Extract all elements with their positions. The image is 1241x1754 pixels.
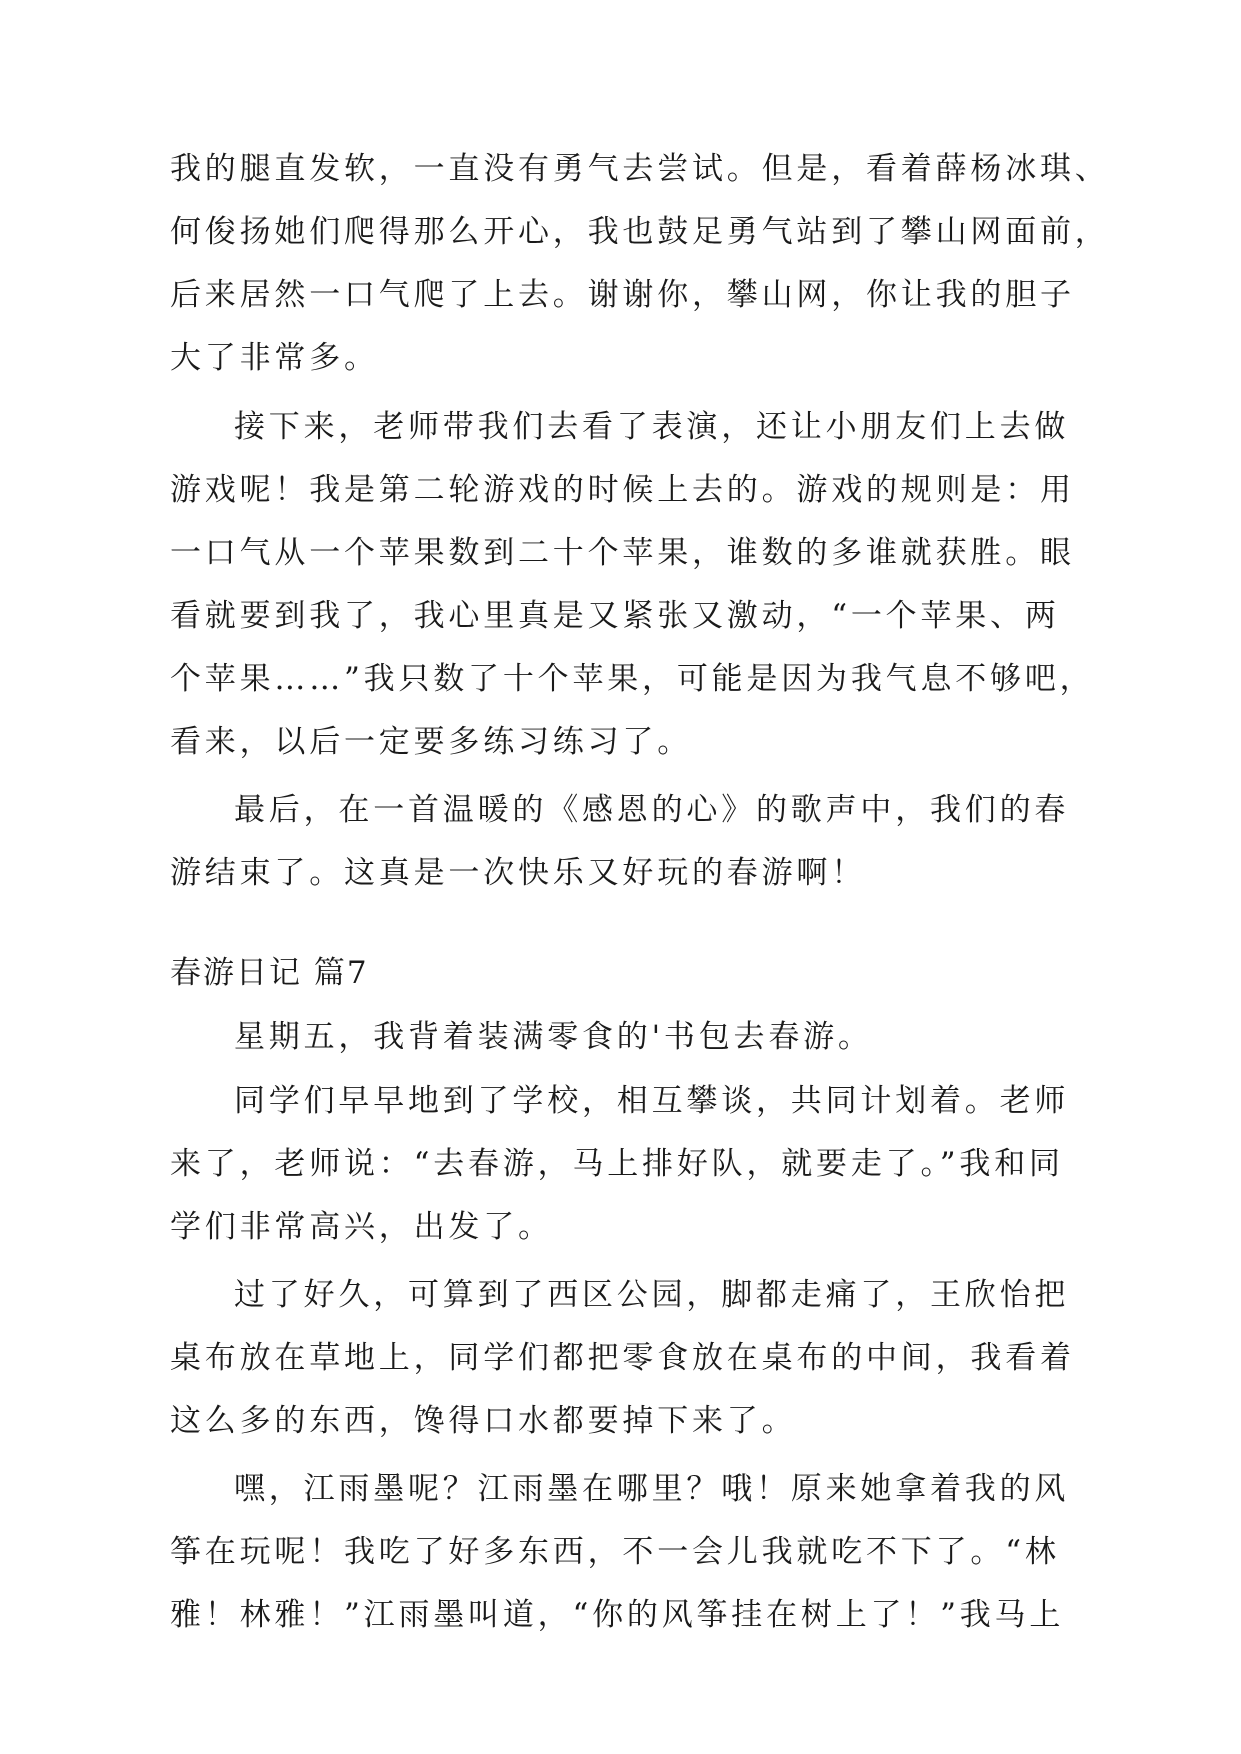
paragraph-line: 嘿，江雨墨呢？江雨墨在哪里？哦！原来她拿着我的风 [234,1471,1070,1507]
paragraph-line: 同学们早早地到了学校，相互攀谈，共同计划着。老师 [234,1083,1070,1119]
section-heading: 春游日记 篇7 [170,955,369,991]
paragraph-line: 桌布放在草地上，同学们都把零食放在桌布的中间，我看着 [170,1340,1075,1376]
paragraph-line: 这么多的东西，馋得口水都要掉下来了。 [170,1403,797,1439]
paragraph-line: 接下来，老师带我们去看了表演，还让小朋友们上去做 [234,409,1070,445]
paragraph-line: 游结束了。这真是一次快乐又好玩的春游啊！ [170,855,866,891]
paragraph-line: 看来，以后一定要多练习练习了。 [170,724,692,760]
paragraph-line: 来了，老师说：“去春游，马上排好队，就要走了。”我和同 [170,1146,1064,1182]
paragraph-line: 一口气从一个苹果数到二十个苹果，谁数的多谁就获胜。眼 [170,535,1075,571]
paragraph-line: 我的腿直发软，一直没有勇气去尝试。但是，看着薛杨冰琪、 [170,151,1110,187]
paragraph-line: 学们非常高兴，出发了。 [170,1209,553,1245]
paragraph-line: 游戏呢！我是第二轮游戏的时候上去的。游戏的规则是：用 [170,472,1075,508]
paragraph-line: 大了非常多。 [170,340,379,376]
paragraph-line: 过了好久，可算到了西区公园，脚都走痛了，王欣怡把 [234,1277,1070,1313]
paragraph-line: 何俊扬她们爬得那么开心，我也鼓足勇气站到了攀山网面前， [170,214,1110,250]
paragraph-line: 最后，在一首温暖的《感恩的心》的歌声中，我们的春 [234,792,1070,828]
paragraph-line: 雅！林雅！”江雨墨叫道，“你的风筝挂在树上了！”我马上 [170,1597,1065,1633]
paragraph-line: 筝在玩呢！我吃了好多东西，不一会儿我就吃不下了。“林 [170,1534,1060,1570]
paragraph-line: 看就要到我了，我心里真是又紧张又激动，“一个苹果、两 [170,598,1060,634]
paragraph-line: 后来居然一口气爬了上去。谢谢你，攀山网，你让我的胆子 [170,277,1075,313]
paragraph-line: 个苹果……”我只数了十个苹果，可能是因为我气息不够吧， [170,661,1095,697]
paragraph-line: 星期五，我背着装满零食的'书包去春游。 [234,1019,873,1055]
